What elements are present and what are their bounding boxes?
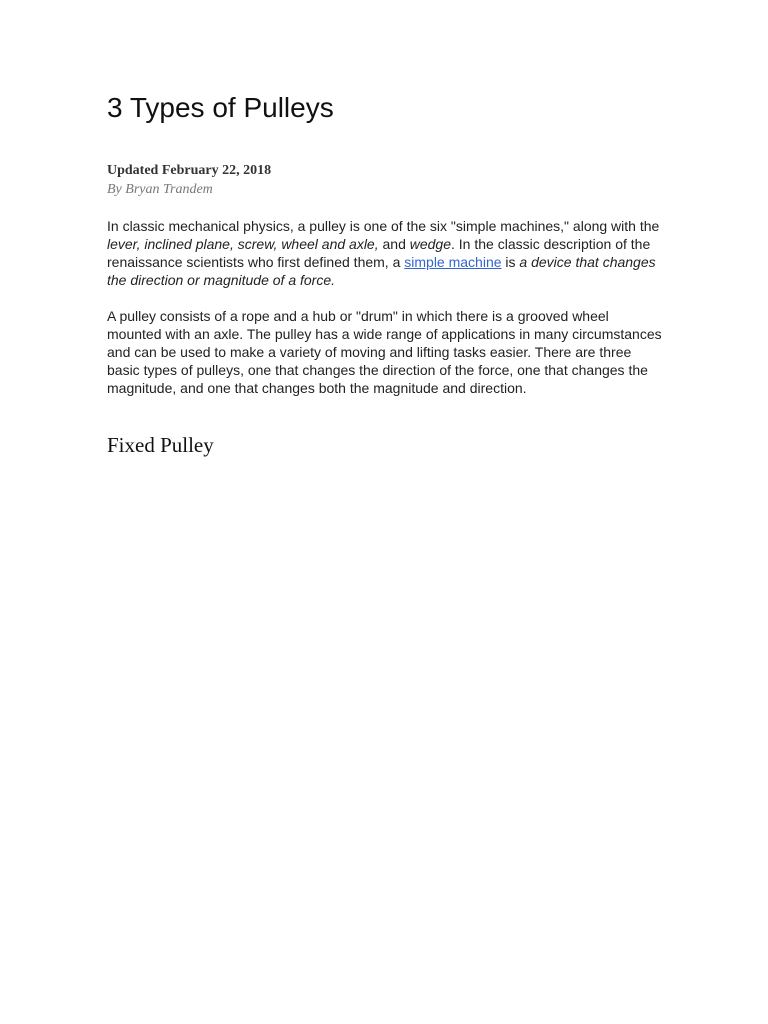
intro-text-4: is [501, 254, 520, 270]
intro-text-1: In classic mechanical physics, a pulley is one of the six "simple machines," along with the [107, 218, 660, 234]
updated-date: Updated February 22, 2018 [107, 163, 272, 178]
intro-machines-list: lever, inclined plane, screw, wheel and axle, [107, 236, 379, 252]
intro-definition: a device that changes the direction or magnitude of a force. [107, 254, 656, 288]
fixed-pulley-heading: Fixed Pulley [107, 433, 214, 457]
author-byline: By Bryan Trandem [107, 182, 213, 197]
article-title: 3 Types of Pulleys [107, 92, 334, 123]
intro-text-3: . In the classic description of the renaissance scientists who first defined them, a [107, 236, 651, 270]
intro-wedge: wedge [409, 236, 452, 252]
intro-paragraph [107, 217, 662, 289]
intro-text-2: and [378, 236, 410, 252]
simple-machine-link[interactable]: simple machine [404, 254, 502, 270]
pulley-description-paragraph: A pulley consists of a rope and a hub or "drum" in which there is a grooved wheel mounted with an axle. The pulley has a wide range of applications in many circumstances and can be used to make a variety of moving and lifting tasks easier. There are three basic types of pulleys, one that changes the direction of the force, one that changes the magnitude, and one that changes both the magnitude and direction. [107, 308, 662, 396]
